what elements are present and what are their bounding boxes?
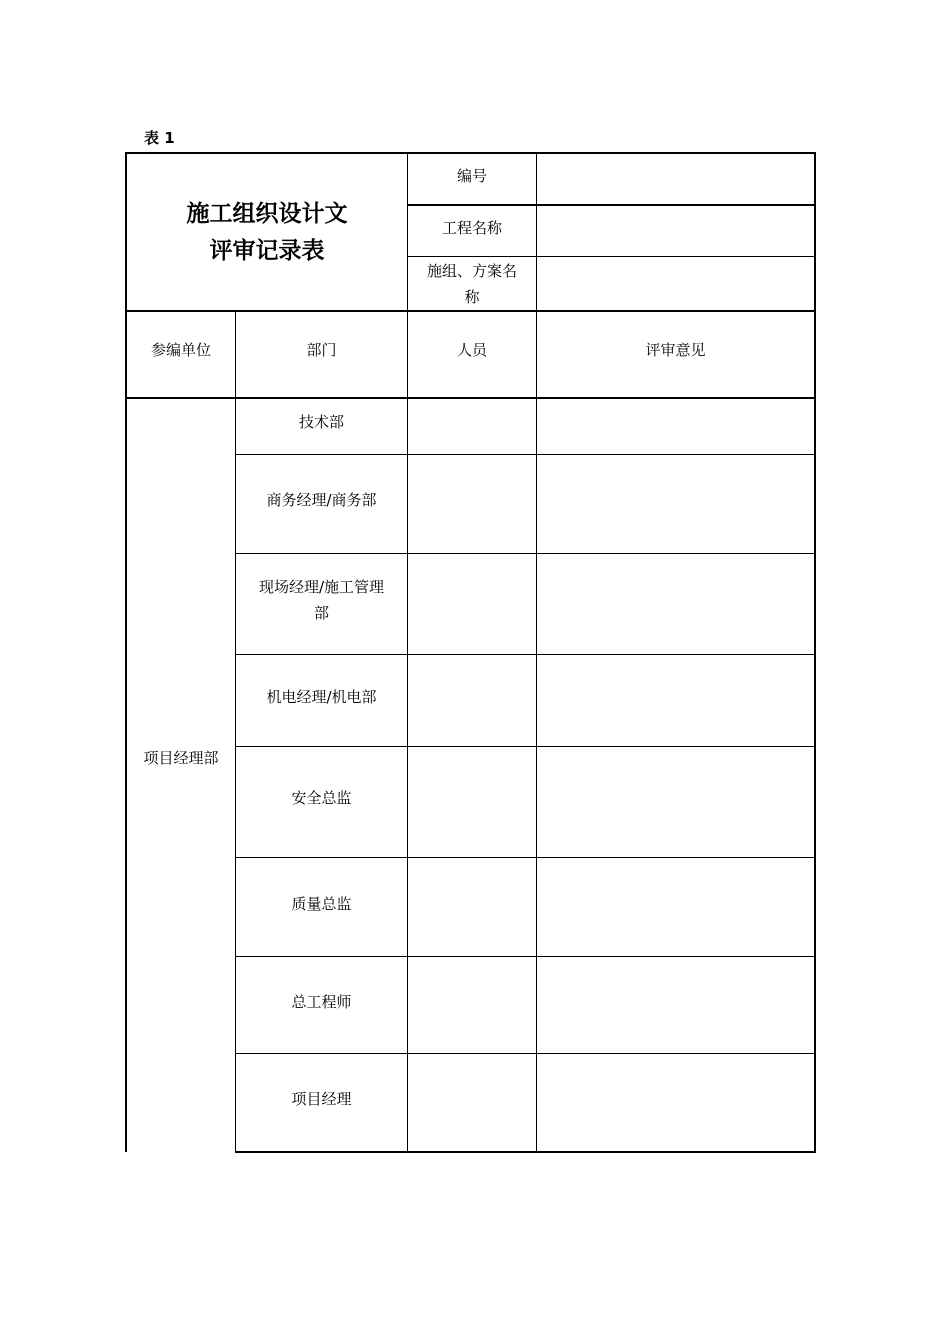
opinion-cell[interactable]	[537, 747, 814, 857]
department-cell	[236, 1054, 407, 1144]
opinion-cell[interactable]	[537, 858, 814, 956]
project-name-label-text: 工程名称	[441, 219, 502, 237]
opinion-cell[interactable]	[537, 655, 814, 746]
plan-name-label-line1: 施组、方案名	[426, 261, 517, 280]
column-header-opinion	[537, 312, 814, 387]
department-line1: 机电经理/机电部	[266, 688, 377, 706]
column-header-unit	[127, 312, 235, 387]
personnel-cell[interactable]	[408, 399, 536, 454]
department-cell	[236, 655, 407, 739]
department-line1: 现场经理/施工管理	[258, 578, 385, 596]
opinion-cell[interactable]	[537, 554, 814, 654]
table-label: 表 1	[144, 129, 175, 147]
number-value[interactable]	[537, 154, 814, 204]
number-label-text: 编号	[456, 167, 487, 185]
column-header-opinion-text: 评审意见	[645, 340, 706, 359]
personnel-cell[interactable]	[408, 455, 536, 553]
personnel-cell[interactable]	[408, 747, 536, 857]
personnel-cell[interactable]	[408, 554, 536, 654]
department-line1: 技术部	[298, 413, 344, 431]
department-cell	[236, 858, 407, 950]
opinion-cell[interactable]	[537, 957, 814, 1053]
department-cell	[236, 399, 407, 445]
department-line1: 质量总监	[291, 895, 352, 913]
column-header-department-text: 部门	[306, 340, 337, 359]
department-line1: 安全总监	[291, 789, 352, 807]
plan-name-label-line2: 称	[464, 287, 480, 306]
plan-name-value[interactable]	[537, 257, 814, 310]
personnel-cell[interactable]	[408, 655, 536, 746]
department-cell	[236, 957, 407, 1046]
department-line1: 商务经理/商务部	[266, 491, 377, 509]
department-line1: 项目经理	[291, 1090, 352, 1108]
department-line2: 部	[313, 604, 329, 622]
column-header-personnel	[408, 312, 536, 387]
project-name-label	[408, 206, 536, 250]
department-cell	[236, 554, 407, 646]
group-unit-cell	[127, 399, 235, 1117]
column-header-personnel-text: 人员	[456, 340, 487, 359]
column-header-unit-text: 参编单位	[150, 340, 211, 359]
department-cell	[236, 455, 407, 545]
personnel-cell[interactable]	[408, 858, 536, 956]
form-title	[127, 154, 407, 310]
number-label	[408, 154, 536, 198]
plan-name-label	[408, 257, 536, 310]
opinion-cell[interactable]	[537, 1054, 814, 1151]
personnel-cell[interactable]	[408, 1054, 536, 1151]
personnel-cell[interactable]	[408, 957, 536, 1053]
opinion-cell[interactable]	[537, 455, 814, 553]
department-cell	[236, 747, 407, 849]
group-unit-text: 项目经理部	[143, 749, 219, 767]
form-title-line2: 评审记录表	[209, 237, 325, 264]
opinion-cell[interactable]	[537, 399, 814, 454]
form-title-line1: 施工组织设计文	[186, 200, 348, 227]
department-line1: 总工程师	[291, 992, 352, 1011]
project-name-value[interactable]	[537, 206, 814, 256]
column-header-department	[236, 312, 407, 387]
